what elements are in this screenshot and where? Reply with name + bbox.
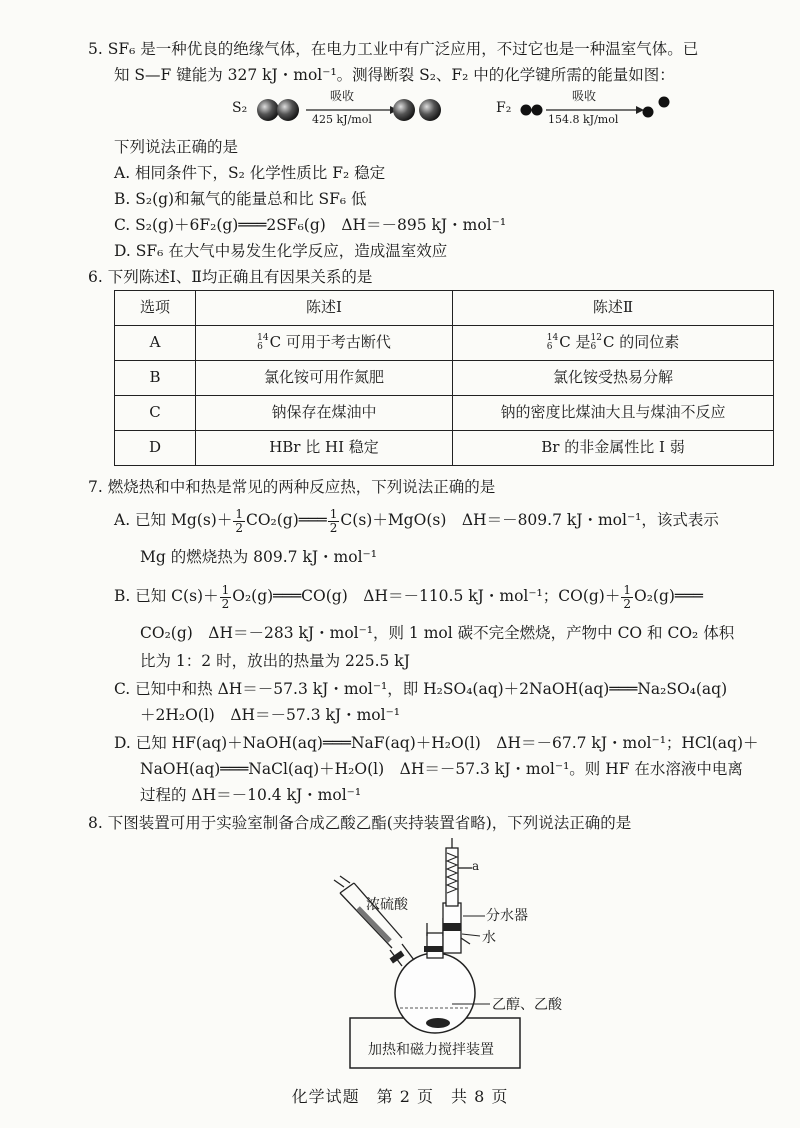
q6-table <box>114 290 774 466</box>
row-option: A <box>115 326 196 361</box>
q5-line1: 5. SF₆ 是一种优良的绝缘气体，在电力工业中有广泛应用，不过它也是一种温室气体。已 <box>88 40 699 58</box>
f-atom-icon <box>521 105 532 116</box>
row-statement-1: 钠保存在煤油中 <box>196 396 453 431</box>
page-footer: 化学试题 第 2 页 共 8 页 <box>291 1087 509 1106</box>
q7-option-a-line2: Mg 的燃烧热为 809.7 kJ・mol⁻¹ <box>140 548 377 566</box>
row-statement-2: 钠的密度比煤油大且与煤油不反应 <box>453 396 774 431</box>
q7-option-d-line1: D. 已知 HF(aq)＋NaOH(aq)═══NaF(aq)＋H₂O(l) ΔH＝－67.7 kJ・mol⁻¹；HCl(aq)＋ <box>114 734 759 752</box>
row-statement-1: HBr 比 HI 稳定 <box>196 431 453 466</box>
q5-stem: 下列说法正确的是 <box>114 138 239 156</box>
table-row <box>115 361 774 396</box>
q7-option-b-line1: B. 已知 C(s)＋ $\frac{1}{2}$ O₂(g)═══CO(g) ΔH＝－110.5 kJ・mol⁻¹；CO(g)＋ $\frac{1}{2}$ O₂(g)═══ <box>114 583 703 611</box>
label-ethanol-acetic-acid: 乙醇、乙酸 <box>492 997 562 1013</box>
table-row <box>115 431 774 466</box>
row-statement-1: 氯化铵可用作氮肥 <box>196 361 453 396</box>
q6-stem: 6. 下列陈述Ⅰ、Ⅱ均正确且有因果关系的是 <box>88 268 373 286</box>
q5-option-a: A. 相同条件下，S₂ 化学性质比 F₂ 稳定 <box>114 164 386 182</box>
header-statement-1: 陈述Ⅰ <box>196 291 453 326</box>
header-option: 选项 <box>115 291 196 326</box>
label-water: 水 <box>482 930 496 946</box>
label-heater: 加热和磁力搅拌装置 <box>368 1042 494 1058</box>
s-atom-icon <box>277 99 299 121</box>
bond-diagram-graphics <box>240 90 680 130</box>
stir-bar-icon <box>426 1018 450 1028</box>
label-a: a <box>472 859 480 873</box>
q8-stem: 8. 下图装置可用于实验室制备合成乙酸乙酯(夹持装置省略)，下列说法正确的是 <box>88 814 632 832</box>
row-option: D <box>115 431 196 466</box>
fraction-half: $\frac{1}{2}$ <box>221 583 230 611</box>
f-atom-icon <box>643 107 654 118</box>
s2-label: S₂ <box>232 100 248 116</box>
q7-option-d-line2: NaOH(aq)═══NaCl(aq)＋H₂O(l) ΔH＝－57.3 kJ・mol⁻¹。则 HF 在水溶液中电离 <box>140 760 743 778</box>
q5-line2: 知 S—F 键能为 327 kJ・mol⁻¹。测得断裂 S₂、F₂ 中的化学键所需的能量如图： <box>114 66 675 84</box>
fraction-half: $\frac{1}{2}$ <box>623 583 631 611</box>
row-statement-1: 14 6 C 可用于考古断代 <box>196 326 453 361</box>
f2-energy-label: 154.8 kJ/mol <box>548 113 619 126</box>
isotope-c14: 14 6 <box>257 333 269 353</box>
s2-absorb-label: 吸收 <box>330 89 355 103</box>
f2-absorb-label: 吸收 <box>572 89 597 103</box>
row-option: C <box>115 396 196 431</box>
label-concentrated-sulfuric-acid: 浓硫酸 <box>366 897 408 913</box>
q7-option-a-line1: A. 已知 Mg(s)＋ $\frac{1}{2}$ CO₂(g)═══ $\frac{1}{2}$ C(s)＋MgO(s) ΔH＝－809.7 kJ・mol⁻¹，该式表示 <box>114 507 719 535</box>
table-row <box>115 326 774 361</box>
s2-energy-label: 425 kJ/mol <box>312 113 372 126</box>
row-statement-2: 14 6 C 是 12 6 C 的同位素 <box>453 326 774 361</box>
s-atom-icon <box>257 99 279 121</box>
q7-option-c-line1: C. 已知中和热 ΔH＝－57.3 kJ・mol⁻¹，即 H₂SO₄(aq)＋2NaOH(aq)═══Na₂SO₄(aq) <box>114 680 728 698</box>
f-atom-icon <box>532 105 543 116</box>
s-atom-icon <box>419 99 441 121</box>
fraction-half: $\frac{1}{2}$ <box>235 507 243 535</box>
q5-option-d: D. SF₆ 在大气中易发生化学反应，造成温室效应 <box>114 242 448 260</box>
table-row <box>115 396 774 431</box>
q5-option-b: B. S₂(g)和氟气的能量总和比 SF₆ 低 <box>114 190 367 208</box>
s-atom-icon <box>393 99 415 121</box>
label-water-separator: 分水器 <box>486 908 528 924</box>
q5-option-c: C. S₂(g)＋6F₂(g)═══2SF₆(g) ΔH＝－895 kJ・mol⁻¹ <box>114 216 507 234</box>
row-statement-2: Br 的非金属性比 I 弱 <box>453 431 774 466</box>
q7-stem: 7. 燃烧热和中和热是常见的两种反应热，下列说法正确的是 <box>88 478 496 496</box>
q7-option-b-line3: 比为 1：2 时，放出的热量为 225.5 kJ <box>140 652 410 670</box>
f2-label: F₂ <box>496 100 512 116</box>
q7-option-b-line2: CO₂(g) ΔH＝－283 kJ・mol⁻¹，则 1 mol 碳不完全燃烧，产物中 CO 和 CO₂ 体积 <box>140 624 735 642</box>
row-option: B <box>115 361 196 396</box>
table-header-row <box>115 291 774 326</box>
f-atom-icon <box>659 97 670 108</box>
q7-option-c-line2: ＋2H₂O(l) ΔH＝－57.3 kJ・mol⁻¹ <box>140 706 400 724</box>
q7-option-d-line3: 过程的 ΔH＝－10.4 kJ・mol⁻¹ <box>140 786 362 804</box>
fraction-half: $\frac{1}{2}$ <box>329 507 338 535</box>
row-statement-2: 氯化铵受热易分解 <box>453 361 774 396</box>
header-statement-2: 陈述Ⅱ <box>453 291 774 326</box>
